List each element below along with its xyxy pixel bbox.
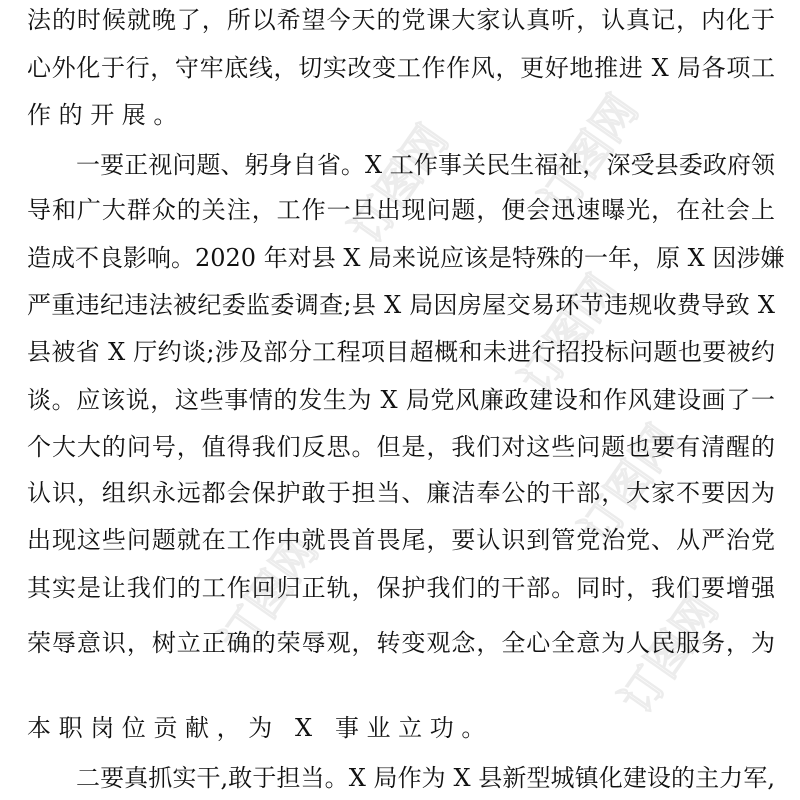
watermark-text: 订图网 — [530, 85, 649, 224]
text-line: 心外化于行，守牢底线，切实改变工作作风，更好地推进 X 局各项工 — [27, 54, 775, 82]
text-line: 认识，组织永远都会保护敢于担当、廉洁奉公的干部，大家不要因为 — [27, 479, 775, 507]
text-line: 导和广大群众的关注，工作一旦出现问题，便会迅速曝光，在社会上 — [27, 196, 775, 224]
text-line: 县被省 X 厅约谈;涉及部分工程项目超概和未进行招投标问题也要被约 — [27, 338, 775, 366]
watermark-text: 订图网 — [510, 265, 629, 404]
text-line: 荣辱意识，树立正确的荣辱观，转变观念，全心全意为人民服务，为 — [27, 629, 775, 657]
text-line: 谈。应该说，这些事情的发生为 X 局党风廉政建设和作风建设画了一 — [27, 386, 775, 414]
text-line: 法的时候就晚了，所以希望今天的党课大家认真听，认真记，内化于 — [27, 6, 775, 34]
text-line: 造成不良影响。2020 年对县 X 局来说应该是特殊的一年，原 X 因涉嫌 — [27, 244, 785, 272]
text-line: 出现这些问题就在工作中就畏首畏尾，要认识到管党治党、从严治党 — [27, 526, 775, 554]
text-line: 其实是让我们的工作回归正轨，保护我们的干部。同时，我们要增强 — [27, 574, 775, 602]
watermark-text: 订图网 — [340, 115, 459, 254]
watermark-text: 订图网 — [570, 415, 689, 554]
text-line: 作的开展。 — [27, 101, 185, 129]
watermark-text: 订图网 — [210, 525, 329, 664]
text-line: 一要正视问题、躬身自省。X 工作事关民生福祉，深受县委政府领 — [76, 151, 775, 179]
text-line: 严重违纪违法被纪委监委调查;县 X 局因房屋交易环节违规收费导致 X — [27, 291, 775, 319]
text-line: 个大大的问号，值得我们反思。但是，我们对这些问题也要有清醒的 — [27, 433, 775, 461]
text-line: 本职岗位贡献，为 X 事业立功。 — [27, 714, 493, 742]
text-line: 二要真抓实干,敢于担当。X 局作为 X 县新型城镇化建设的主力军, — [76, 764, 775, 792]
watermark-text: 订图网 — [610, 585, 729, 724]
